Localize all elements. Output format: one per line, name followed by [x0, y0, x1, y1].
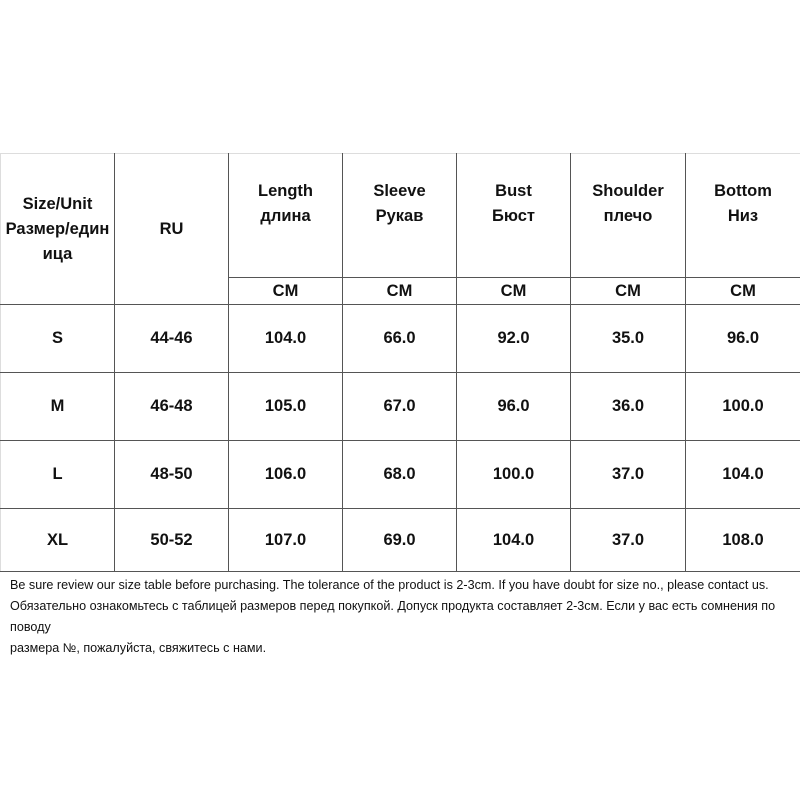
header-label-ru-cont: ица [42, 244, 73, 263]
cell-shoulder: 35.0 [571, 305, 686, 373]
cell-bottom: 108.0 [686, 509, 800, 572]
cell-size: XL [1, 509, 115, 572]
unit-shoulder: CM [571, 278, 686, 305]
header-label: Length [258, 181, 313, 200]
cell-sleeve: 68.0 [343, 441, 457, 509]
cell-shoulder: 36.0 [571, 373, 686, 441]
cell-sleeve: 69.0 [343, 509, 457, 572]
header-ru [115, 154, 229, 305]
header-label-ru: Низ [727, 206, 759, 225]
cell-bottom: 104.0 [686, 441, 800, 509]
cell-ru: 44-46 [115, 305, 229, 373]
size-chart [0, 153, 800, 572]
cell-bust: 96.0 [457, 373, 571, 441]
header-size-unit [1, 154, 115, 305]
size-table [0, 153, 800, 572]
header-label-ru: Рукав [375, 206, 424, 225]
cell-shoulder: 37.0 [571, 441, 686, 509]
header-label: Sleeve [373, 181, 426, 200]
unit-length: CM [229, 278, 343, 305]
cell-sleeve: 66.0 [343, 305, 457, 373]
header-length [229, 154, 343, 278]
cell-sleeve: 67.0 [343, 373, 457, 441]
cell-bust: 104.0 [457, 509, 571, 572]
size-notes [10, 575, 800, 659]
table-row-l [1, 441, 800, 509]
header-shoulder [571, 154, 686, 278]
header-label: RU [159, 219, 184, 238]
cell-length: 104.0 [229, 305, 343, 373]
cell-bottom: 96.0 [686, 305, 800, 373]
cell-length: 106.0 [229, 441, 343, 509]
header-label: Shoulder [592, 181, 664, 200]
cell-size: M [1, 373, 115, 441]
cell-size: S [1, 305, 115, 373]
table-row-m [1, 373, 800, 441]
unit-bottom: CM [686, 278, 800, 305]
header-label-ru: Размер/един [5, 219, 110, 238]
header-label-ru: плечо [603, 206, 653, 225]
header-bottom [686, 154, 800, 278]
header-label: Bust [495, 181, 532, 200]
header-label-ru: длина [260, 206, 311, 225]
cell-ru: 50-52 [115, 509, 229, 572]
header-label: Bottom [714, 181, 772, 200]
cell-bust: 92.0 [457, 305, 571, 373]
note-english: Be sure review our size table before purchasing. The tolerance of the product is 2-3cm. If you have doubt for size no., please contact us. [10, 578, 769, 592]
cell-bottom: 100.0 [686, 373, 800, 441]
header-bust [457, 154, 571, 278]
header-row [1, 154, 800, 278]
note-russian-line1: Обязательно ознакомьтесь с таблицей размеров перед покупкой. Допуск продукта составляет 2-3см. Если у вас есть сомнения по поводу [10, 599, 776, 634]
cell-bust: 100.0 [457, 441, 571, 509]
cell-length: 107.0 [229, 509, 343, 572]
cell-length: 105.0 [229, 373, 343, 441]
unit-bust: CM [457, 278, 571, 305]
table-row-s [1, 305, 800, 373]
header-label: Size/Unit [22, 194, 93, 213]
note-russian-line2: размера №, пожалуйста, свяжитесь с нами. [10, 641, 267, 655]
cell-shoulder: 37.0 [571, 509, 686, 572]
unit-sleeve: CM [343, 278, 457, 305]
cell-ru: 46-48 [115, 373, 229, 441]
header-sleeve [343, 154, 457, 278]
cell-size: L [1, 441, 115, 509]
header-label-ru: Бюст [492, 206, 535, 225]
cell-ru: 48-50 [115, 441, 229, 509]
table-row-xl [1, 509, 800, 572]
